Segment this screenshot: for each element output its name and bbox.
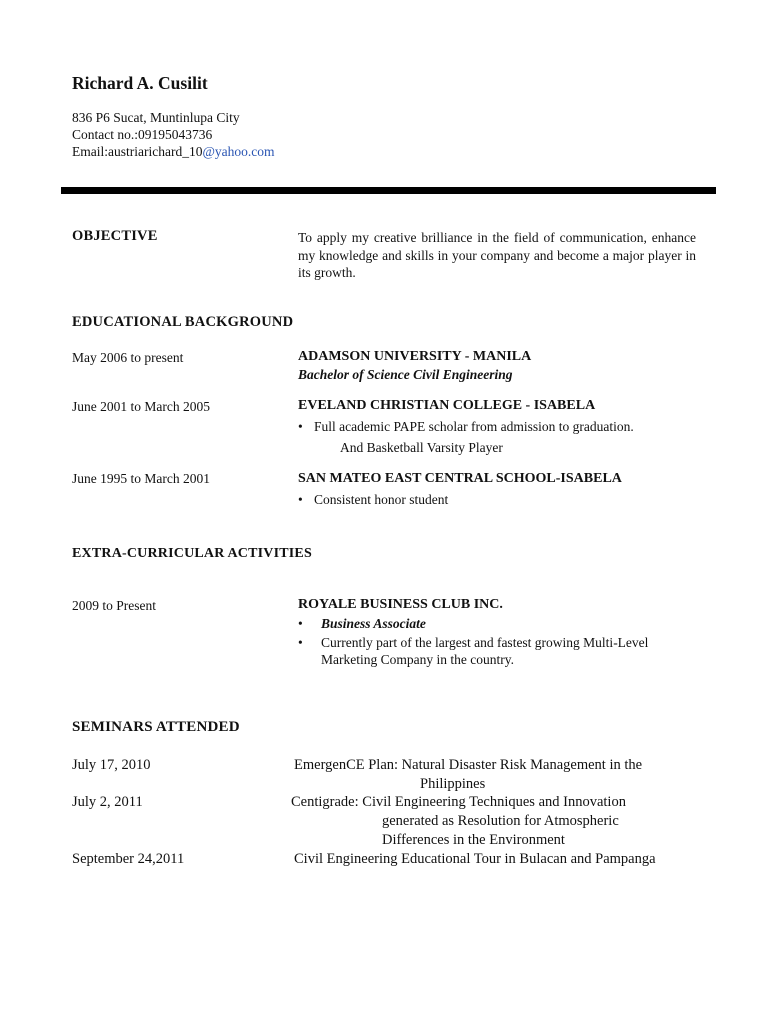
- seminars-heading: SEMINARS ATTENDED: [72, 719, 240, 735]
- bullet-icon: •: [298, 635, 303, 650]
- education-degree-1: Bachelor of Science Civil Engineering: [298, 367, 513, 382]
- seminar-2-line-1: Centigrade: Civil Engineering Techniques and Innovation: [291, 794, 626, 810]
- education-date-3: June 1995 to March 2001: [72, 471, 210, 486]
- extracurricular-desc: Currently part of the largest and fastest growing Multi-Level: [321, 635, 649, 650]
- applicant-name: Richard A. Cusilit: [72, 73, 208, 93]
- education-date-1: May 2006 to present: [72, 350, 184, 365]
- extracurricular-org: ROYALE BUSINESS CLUB INC.: [298, 597, 503, 612]
- seminar-2-line-2: generated as Resolution for Atmospheric: [382, 813, 619, 829]
- seminar-date-3: September 24,2011: [72, 851, 185, 867]
- email-prefix: Email:austriarichard_10: [72, 144, 203, 159]
- education-bullet-2-cont: And Basketball Varsity Player: [340, 440, 503, 455]
- seminar-date-2: July 2, 2011: [72, 794, 143, 810]
- email: [72, 144, 275, 160]
- objective-heading: OBJECTIVE: [72, 228, 158, 244]
- education-heading: EDUCATIONAL BACKGROUND: [72, 314, 294, 330]
- seminar-1-line-1: EmergenCE Plan: Natural Disaster Risk Management in the: [294, 757, 643, 773]
- extracurricular-role: Business Associate: [321, 616, 426, 631]
- header-divider: [61, 187, 716, 194]
- education-bullet-3-text: Consistent honor student: [314, 492, 449, 507]
- extracurricular-date: 2009 to Present: [72, 598, 156, 613]
- seminar-3-line-1: Civil Engineering Educational Tour in Bulacan and Pampanga: [294, 851, 656, 867]
- education-school-3: SAN MATEO EAST CENTRAL SCHOOL-ISABELA: [298, 471, 622, 486]
- seminar-date-1: July 17, 2010: [72, 757, 151, 773]
- bullet-icon: •: [298, 492, 303, 507]
- education-bullet-2-text: Full academic PAPE scholar from admission to graduation.: [314, 419, 634, 434]
- email-link[interactable]: @yahoo.com: [202, 144, 275, 159]
- education-bullet-2: [298, 419, 634, 435]
- education-school-2: EVELAND CHRISTIAN COLLEGE - ISABELA: [298, 398, 596, 413]
- objective-text: To apply my creative brilliance in the field of communication, enhance my knowledge and skills in your company and become a major player in its growth.: [298, 230, 696, 280]
- seminar-2-line-3: Differences in the Environment: [382, 832, 565, 848]
- education-school-1: ADAMSON UNIVERSITY - MANILA: [298, 349, 532, 364]
- extracurricular-heading: EXTRA-CURRICULAR ACTIVITIES: [72, 546, 312, 561]
- extracurricular-bullet-1: [298, 616, 426, 632]
- seminar-1-line-2: Philippines: [420, 776, 486, 792]
- contact-number: Contact no.:09195043736: [72, 127, 213, 142]
- extracurricular-bullet-2: [298, 635, 648, 651]
- extracurricular-desc-cont: Marketing Company in the country.: [321, 652, 514, 667]
- bullet-icon: •: [298, 616, 303, 631]
- education-bullet-3: [298, 492, 448, 508]
- address: 836 P6 Sucat, Muntinlupa City: [72, 110, 240, 125]
- bullet-icon: •: [298, 419, 303, 434]
- education-date-2: June 2001 to March 2005: [72, 399, 210, 414]
